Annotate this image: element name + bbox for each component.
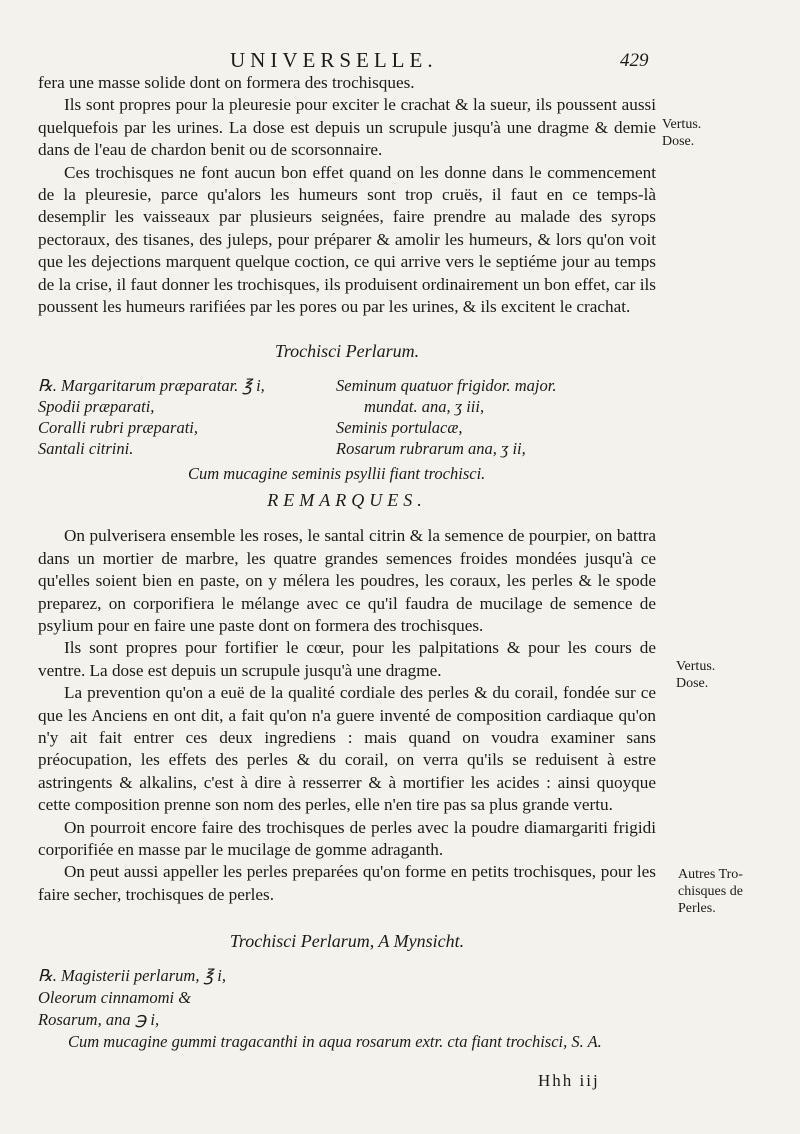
margin-note-line: Autres Tro- (678, 867, 743, 882)
recipe-instruction: Cum mucagine gummi tragacanthi in aqua rosarum extr. cta fiant trochisci, S. A. (68, 1031, 602, 1051)
recipe-ingredient: Rosarum rubrarum ana, ʒ ii, (336, 438, 526, 458)
paragraph: On pourroit encore faire des trochisques de perles avec la poudre diamargariti frigidi corporifiée en masse par le mucilage de gomme adraganth. (38, 817, 656, 859)
recipe-right-column (336, 375, 556, 459)
recipe-ingredient: Seminis portulacæ, (336, 417, 463, 437)
margin-note (678, 866, 743, 917)
recipe-ingredient: Rosarum, ana ℈ i, (38, 1009, 160, 1029)
recipe-ingredient: Oleorum cinnamomi & (38, 987, 192, 1007)
page-number: 429 (620, 50, 649, 71)
recipe-ingredient: ℞. Margaritarum præparatar. ℥ i, (38, 375, 265, 395)
paragraph: On peut aussi appeller les perles preparées qu'on forme en petits trochisques, pour les faire secher, trochisques de perles. (38, 862, 656, 904)
margin-note-line: Perles. (678, 901, 716, 916)
margin-note-line: Vertus. (662, 117, 702, 132)
recipe-instruction: Cum mucagine seminis psyllii fiant trochisci. (188, 463, 486, 483)
recipe-block (38, 375, 656, 483)
recipe-ingredient: ℞. Magisterii perlarum, ℥ i, (38, 965, 226, 985)
recipe-title: Trochisci Perlarum. (274, 341, 420, 362)
main-text (38, 72, 656, 1053)
margin-note-line: chisques de (678, 884, 743, 899)
recipe-ingredient: Spodii præparati, (38, 396, 155, 416)
margin-note (662, 116, 701, 150)
paragraph: Ces trochisques ne font aucun bon effet quand on les donne dans le commencement de la pleuresie, parce qu'alors les humeurs sont trop cruës, il faut en ce temps-là desemplir les vaisseaux par plusieurs seignées, faire prendre au malade des syrops pectoraux, des tisanes, des juleps, pour préparer & amolir les humeurs, & lors qu'on voit que les dejections marquent quelque coction, ce qui arrive vers le septiéme jour au temps de la crise, il faut donner les trochisques, ils produisent ordinairement un bon effet, car ils poussent les humeurs rarifiées par les pores ou par les urines, & ils excitent le crachat. (38, 162, 656, 317)
paragraph: On pulverisera ensemble les roses, le santal citrin & la semence de pourpier, on battra dans un mortier de marbre, les quatre grandes semences froides mondées jusqu'à ce qu'elles soient bien en paste, on y mélera les poudres, les coraux, les perles & le spode preparez, on corporifiera le mélange avec ce qu'il faudra de mucilage de semence de psylium pour en faire une paste dont on formera des trochisques. (38, 526, 656, 635)
recipe-title: Trochisci Perlarum, A Mynsicht. (229, 931, 465, 952)
paragraph: fera une masse solide dont on formera des trochisques. (38, 73, 415, 92)
recipe-ingredient: Seminum quatuor frigidor. major. (336, 375, 557, 395)
signature-mark: Hhh iij (538, 1071, 600, 1090)
recipe-ingredient: Coralli rubri præparati, (38, 417, 198, 437)
margin-note-line: Vertus. (676, 659, 716, 674)
remarques-heading: REMARQUES. (267, 489, 427, 510)
recipe-block (38, 965, 656, 1053)
recipe-ingredient: mundat. ana, ʒ iii, (364, 396, 485, 416)
recipe-left-column (38, 375, 265, 459)
running-head: UNIVERSELLE. (230, 48, 438, 72)
recipe-ingredient: Santali citrini. (38, 438, 134, 458)
paragraph: Ils sont propres pour la pleuresie pour exciter le crachat & la sueur, ils poussent aussi quelquefois par les urines. La dose est depuis un scrupule jusqu'à une dragme & demie dans de l'eau de chardon benit ou de scorsonnaire. (38, 95, 656, 160)
margin-note-line: Dose. (662, 134, 695, 149)
paragraph: Ils sont propres pour fortifier le cœur, pour les palpitations & pour les cours de ventre. La dose est depuis un scrupule jusqu'à une dragme. (38, 638, 656, 680)
margin-note (676, 658, 715, 692)
paragraph: La prevention qu'on a euë de la qualité cordiale des perles & du corail, fondée sur ce que les Anciens en ont dit, a fait qu'on n'a guere inventé de composition cardiaque qu'on n'y ait fait entrer ces deux ingrediens : mais quand on voudra examiner sans préocupation, les effets des perles & du corail, on verra qu'ils se reduisent à estre astringents & alkalins, c'est à dire à resserrer & à mortifier les acides : ainsi quoyque cette composition prenne son nom des perles, elle n'en tire pas sa plus grande vertu. (38, 683, 656, 815)
margin-note-line: Dose. (676, 676, 709, 691)
